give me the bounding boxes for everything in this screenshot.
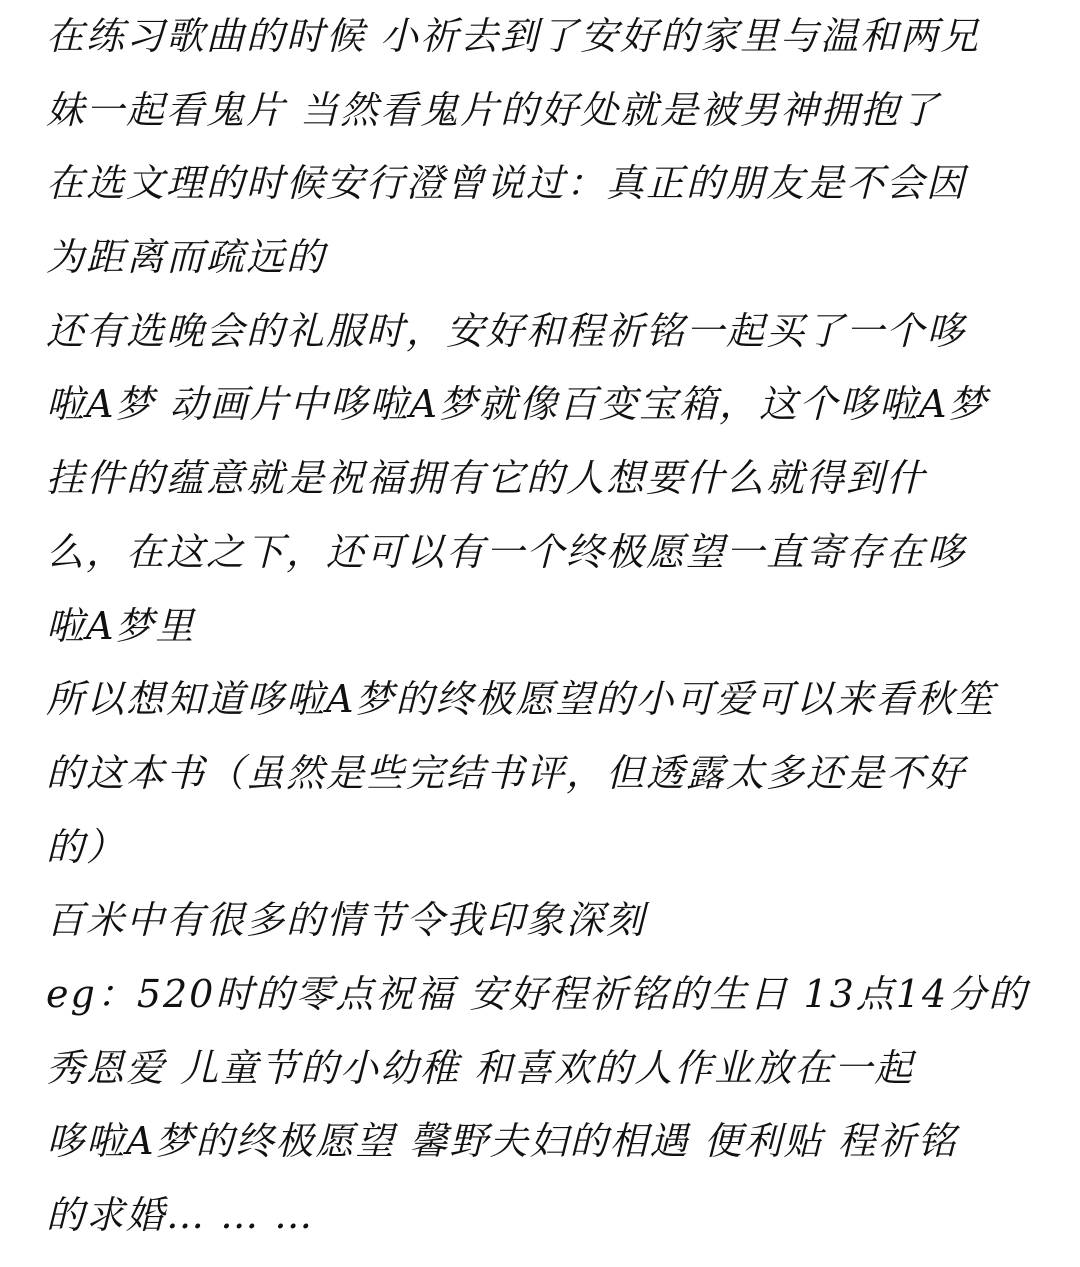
text-line: 么，在这之下，还可以有一个终极愿望一直寄存在哆 (46, 529, 967, 574)
text-line: 挂件的蕴意就是祝福拥有它的人想要什么就得到什 (46, 456, 927, 501)
text-line: 的） (46, 824, 127, 869)
text-line: 的这本书（虽然是些完结书评，但透露太多还是不好 (46, 750, 967, 795)
text-line: 的求婚… … … (46, 1193, 315, 1237)
text-line: 啦A梦里 (46, 603, 196, 648)
text-line: 妹一起看鬼片 当然看鬼片的好处就是被男神拥抱了 (46, 87, 941, 132)
text-line: 在练习歌曲的时候 小祈去到了安好的家里与温和两兄 (46, 14, 981, 58)
text-line: 所以想知道哆啦A梦的终极愿望的小可爱可以来看秋笙 (46, 677, 996, 722)
text-line: eg：520时的零点祝福 安好程祈铭的生日 13点14分的 (46, 971, 1029, 1016)
handwritten-text-block (46, 0, 1046, 1253)
text-line: 百米中有很多的情节令我印象深刻 (46, 898, 647, 943)
text-line: 为距离而疏远的 (46, 235, 327, 280)
text-line: 啦A梦 动画片中哆啦A梦就像百变宝箱，这个哆啦A梦 (46, 382, 989, 427)
text-line: 还有选晚会的礼服时，安好和程祈铭一起买了一个哆 (46, 308, 967, 353)
text-line: 在选文理的时候安行澄曾说过：真正的朋友是不会因 (46, 161, 967, 206)
text-line: 哆啦A梦的终极愿望 馨野夫妇的相遇 便利贴 程祈铭 (46, 1119, 958, 1164)
text-line: 秀恩爱 儿童节的小幼稚 和喜欢的人作业放在一起 (46, 1045, 915, 1090)
